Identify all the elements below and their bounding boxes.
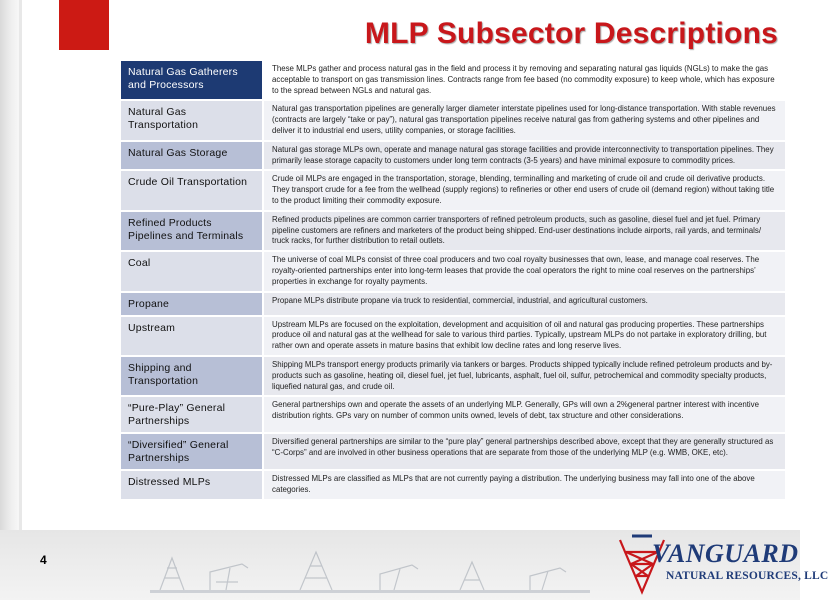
description-cell: Diversified general partnerships are similar to the “pure play” general partnerships described above, except that they are generally structured as “C-Corps” and are involved in other business operations that are separate from those of the underlying MLP (e.g. WMB, OKE, etc). (264, 434, 785, 469)
category-cell: Natural Gas Gatherers and Processors (121, 61, 264, 99)
table-row (121, 101, 785, 141)
category-cell: “Diversified” General Partnerships (121, 434, 264, 469)
category-cell: Natural Gas Storage (121, 142, 264, 170)
category-cell: Coal (121, 252, 264, 290)
description-cell: Crude oil MLPs are engaged in the transportation, storage, blending, terminalling and marketing of crude oil and crude oil derivative products. They transport crude for a fee from the wellhead (supply regions) to refineries or other end users of crude oil (demand region) without taking title to the product limiting their commodity exposure. (264, 171, 785, 209)
oilfield-skyline-graphic (150, 538, 590, 593)
description-cell: General partnerships own and operate the assets of an underlying MLP. Generally, GPs will own a 2%general partner interest with incentive distribution rights. GPs vary on number of common units owned, levels of debt, tax structure and other considerations. (264, 397, 785, 432)
logo-subtitle: NATURAL RESOURCES, LLC (666, 570, 828, 582)
table-row (121, 317, 785, 357)
table-row (121, 434, 785, 471)
table-row (121, 61, 785, 101)
table-row (121, 293, 785, 317)
description-cell: Refined products pipelines are common carrier transporters of refined petroleum products, such as gasoline, diesel fuel and jet fuel. Primary pipeline customers are refiners and marketers of the product being shipped. End-user destinations include airports, rail yards, and terminals/ truck racks, for further distribution to retail outlets. (264, 212, 785, 250)
category-cell: Distressed MLPs (121, 471, 264, 499)
description-cell: Propane MLPs distribute propane via truck to residential, commercial, industrial, and agricultural customers. (264, 293, 785, 315)
category-cell: “Pure-Play” General Partnerships (121, 397, 264, 432)
description-cell: Natural gas transportation pipelines are generally larger diameter interstate pipelines used for long-distance transportation. With stable revenues (contracts are largely “take or pay”), natural gas transportation pipelines receive natural gas from gathering systems and other pipelines and deliver it to industrial end users, utility companies, or storage facilities. (264, 101, 785, 139)
table-row (121, 397, 785, 434)
table-row (121, 471, 785, 501)
page-number: 4 (40, 553, 47, 567)
subsector-table (121, 61, 785, 501)
table-row (121, 252, 785, 292)
left-accent-stripe (19, 0, 22, 530)
description-cell: Upstream MLPs are focused on the exploitation, development and acquisition of oil and natural gas producing properties. These partnerships produce oil and natural gas at the wellhead for sale to various third parties. Typically, upstream MLPs do not partake in exploratory drilling, but rather own and operate assets in mature basins that exhibit low decline rates and long reserve lives. (264, 317, 785, 355)
description-cell: Natural gas storage MLPs own, operate and manage natural gas storage facilities and provide interconnectivity to transportation pipelines. They primarily lease storage capacity to customers under long term contracts (3-5 years) and have minimal exposure to commodity prices. (264, 142, 785, 170)
category-cell: Upstream (121, 317, 264, 355)
description-cell: Distressed MLPs are classified as MLPs that are not currently paying a distribution. The underlying business may fall into one of the above categories. (264, 471, 785, 499)
vanguard-logo (612, 532, 828, 596)
description-cell: Shipping MLPs transport energy products primarily via tankers or barges. Products shipped typically include refined petroleum products and by-products such as gasoline, heating oil, diesel fuel, jet fuel, lubricants, asphalt, fuel oil, sulfur, petrochemical and commodity specialty products, liquefied natural gas, and crude oil. (264, 357, 785, 395)
category-cell: Propane (121, 293, 264, 315)
logo-wordmark: VANGUARD (652, 539, 799, 568)
description-cell: The universe of coal MLPs consist of three coal producers and two coal royalty businesses that own, lease, and manage coal reserves. The royalty-oriented partnerships enter into long-term leases that provide the coal operators the right to mine coal reserves on the partnerships’ properties in exchange for royalty payments. (264, 252, 785, 290)
category-cell: Shipping and Transportation (121, 357, 264, 395)
page-title: MLP Subsector Descriptions (364, 17, 778, 50)
category-cell: Crude Oil Transportation (121, 171, 264, 209)
table-row (121, 357, 785, 397)
table-row (121, 171, 785, 211)
red-accent-block (59, 0, 109, 50)
table-row (121, 212, 785, 252)
description-cell: These MLPs gather and process natural gas in the field and process it by removing and separating natural gas liquids (NGLs) to make the gas acceptable to transport on gas transmission lines. Contracts range from fee based (no commodity exposure) to keep whole, which has exposure to the spread between NGLs and natural gas. (264, 61, 785, 99)
table-row (121, 142, 785, 172)
category-cell: Natural Gas Transportation (121, 101, 264, 139)
category-cell: Refined Products Pipelines and Terminals (121, 212, 264, 250)
left-decorative-bar (0, 0, 19, 530)
